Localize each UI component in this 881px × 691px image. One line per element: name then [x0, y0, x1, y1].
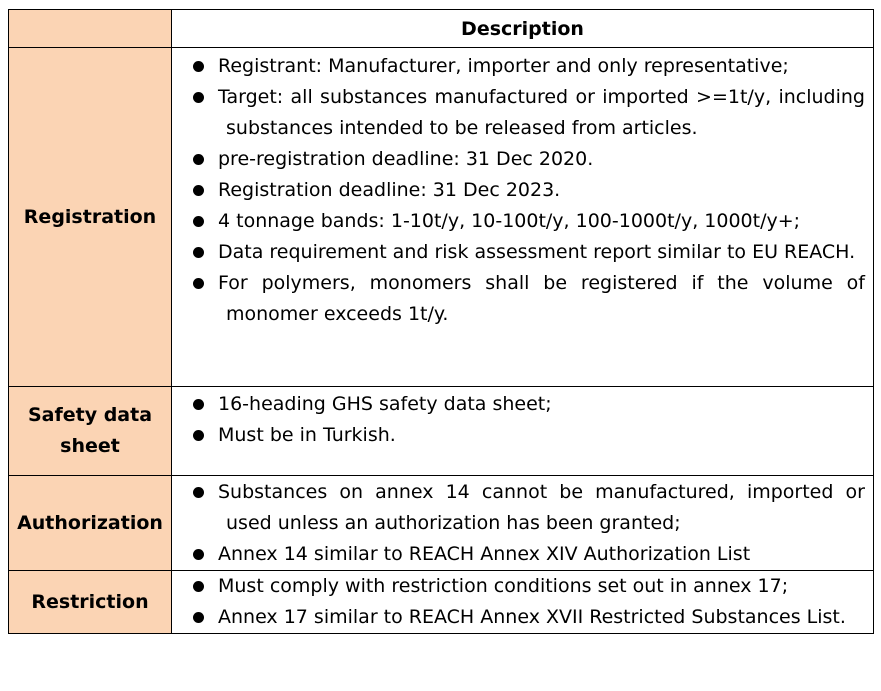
list-item: Registrant: Manufacturer, importer and only representative;	[172, 51, 865, 82]
list-item: Data requirement and risk assessment report similar to EU REACH.	[172, 237, 865, 268]
bullet-icon	[193, 154, 204, 165]
bullet-icon	[193, 612, 204, 623]
header-blank-cell	[9, 10, 172, 48]
table-row-safety-data-sheet	[9, 387, 874, 476]
bullet-icon	[193, 581, 204, 592]
list-item: Registration deadline: 31 Dec 2023.	[172, 175, 865, 206]
list-item: Annex 17 similar to REACH Annex XVII Restricted Substances List.	[172, 602, 865, 633]
list-item: 16-heading GHS safety data sheet;	[172, 389, 865, 420]
bullet-icon	[193, 487, 204, 498]
table-row-restriction	[9, 571, 874, 634]
list-item: Must comply with restriction conditions set out in annex 17;	[172, 571, 865, 602]
row-label-authorization: Authorization	[9, 476, 172, 571]
bullet-icon	[193, 549, 204, 560]
bullet-list	[172, 51, 873, 330]
row-label-registration: Registration	[9, 48, 172, 387]
bullet-icon	[193, 247, 204, 258]
bullet-icon	[193, 185, 204, 196]
bullet-icon	[193, 430, 204, 441]
table-header-row	[9, 10, 874, 48]
list-item: Annex 14 similar to REACH Annex XIV Authorization List	[172, 539, 865, 570]
bullet-icon	[193, 278, 204, 289]
regulation-table	[8, 9, 874, 634]
list-item: pre-registration deadline: 31 Dec 2020.	[172, 144, 865, 175]
bullet-icon	[193, 399, 204, 410]
bullet-icon	[193, 92, 204, 103]
list-item: Must be in Turkish.	[172, 420, 865, 451]
bullet-list	[172, 477, 873, 570]
description-column-header: Description	[172, 10, 874, 48]
row-label-restriction: Restriction	[9, 571, 172, 634]
table-row-registration	[9, 48, 874, 387]
row-description-authorization	[172, 476, 874, 571]
row-description-restriction	[172, 571, 874, 634]
bullet-icon	[193, 61, 204, 72]
list-item: Target: all substances manufactured or imported >=1t/y, including substances intended to be released from articles.	[172, 82, 865, 144]
bullet-list	[172, 389, 873, 451]
list-item: 4 tonnage bands: 1-10t/y, 10-100t/y, 100-1000t/y, 1000t/y+;	[172, 206, 865, 237]
bullet-list	[172, 571, 873, 633]
row-description-registration	[172, 48, 874, 387]
row-label-safety-data-sheet: Safety data sheet	[9, 387, 172, 476]
row-description-safety-data-sheet	[172, 387, 874, 476]
list-item: For polymers, monomers shall be registered if the volume of monomer exceeds 1t/y.	[172, 268, 865, 330]
bullet-icon	[193, 216, 204, 227]
table-row-authorization	[9, 476, 874, 571]
list-item: Substances on annex 14 cannot be manufactured, imported or used unless an authorization has been granted;	[172, 477, 865, 539]
